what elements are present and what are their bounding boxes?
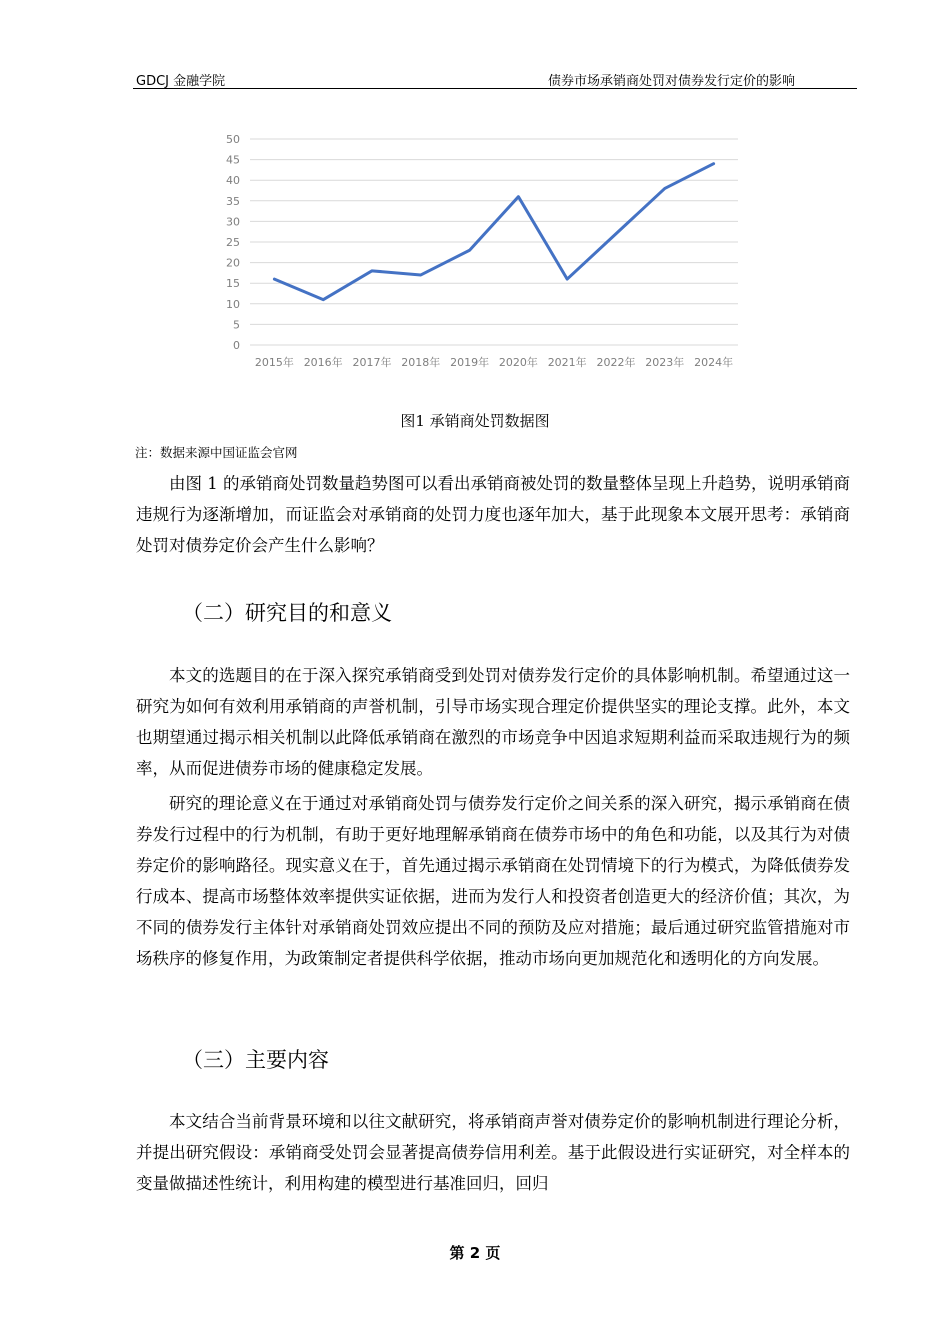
y-tick-label: 30 xyxy=(226,215,240,229)
y-tick-label: 0 xyxy=(233,339,240,352)
penalty-line-chart xyxy=(218,128,748,378)
x-tick-label: 2024年 xyxy=(694,356,734,369)
x-tick-label: 2019年 xyxy=(450,356,490,369)
data-point xyxy=(712,163,714,165)
figure-note: 注：数据来源中国证监会官网 xyxy=(135,445,298,460)
y-tick-label: 10 xyxy=(226,297,240,311)
data-point xyxy=(468,249,470,251)
x-tick-label: 2016年 xyxy=(303,356,343,369)
paragraph-4: 本文结合当前背景环境和以往文献研究，将承销商声誉对债券定价的影响机制进行理论分析，并提出研究假设：承销商受处罚会显著提高债券信用利差。基于此假设进行实证研究，对全样本的变量做描述性统计，利用构建的模型进行基准回归，回归 xyxy=(136,1112,850,1193)
page-number: 第 2 页 xyxy=(449,1244,501,1262)
data-point xyxy=(615,233,617,235)
data-point xyxy=(371,270,373,272)
data-point xyxy=(273,278,275,280)
x-tick-label: 2015年 xyxy=(254,356,294,369)
data-point xyxy=(420,274,422,276)
y-tick-label: 35 xyxy=(226,194,240,208)
x-tick-label: 2023年 xyxy=(645,356,685,369)
paragraph-3: 研究的理论意义在于通过对承销商处罚与债券发行定价之间关系的深入研究，揭示承销商在债券发行过程中的行为机制，有助于更好地理解承销商在债券市场中的角色和功能，以及其行为对债券定价的影响路径。现实意义在于，首先通过揭示承销商在处罚情境下的行为模式，为降低债券发行成本、提高市场整体效率提供实证依据，进而为发行人和投资者创造更大的经济价值；其次，为不同的债券发行主体针对承销商处罚效应提出不同的预防及应对措施；最后通过研究监管措施对市场秩序的修复作用，为政策制定者提供科学依据，推动市场向更加规范化和透明化的方向发展。 xyxy=(136,794,850,968)
section-heading-3: （三）主要内容 xyxy=(182,1048,329,1072)
x-tick-label: 2018年 xyxy=(401,356,441,369)
data-point xyxy=(322,298,324,300)
series-line xyxy=(274,164,713,300)
header-left: GDCJ 金融学院 xyxy=(136,74,226,89)
data-point xyxy=(566,278,568,280)
x-tick-label: 2020年 xyxy=(498,356,538,369)
y-tick-label: 40 xyxy=(226,174,240,188)
data-point xyxy=(517,195,519,197)
y-tick-label: 25 xyxy=(226,236,240,249)
x-tick-label: 2022年 xyxy=(596,356,636,369)
paragraph-2: 本文的选题目的在于深入探究承销商受到处罚对债券发行定价的具体影响机制。希望通过这一研究为如何有效利用承销商的声誉机制，引导市场实现合理定价提供坚实的理论支撑。此外，本文也期望通过揭示相关机制以此降低承销商在激烈的市场竞争中因追求短期利益而采取违规行为的频率，从而促进债券市场的健康稳定发展。 xyxy=(136,666,850,778)
section-heading-2: （二）研究目的和意义 xyxy=(182,601,392,625)
data-point xyxy=(664,187,666,189)
header-right: 债券市场承销商处罚对债券发行定价的影响 xyxy=(547,74,795,89)
y-tick-label: 15 xyxy=(226,277,240,291)
paragraph-1: 由图 1 的承销商处罚数量趋势图可以看出承销商被处罚的数量整体呈现上升趋势，说明承销商违规行为逐渐增加，而证监会对承销商的处罚力度也逐年加大，基于此现象本文展开思考：承销商处罚对债券定价会产生什么影响？ xyxy=(136,474,850,555)
figure-caption: 图1 承销商处罚数据图 xyxy=(400,412,550,430)
y-tick-label: 50 xyxy=(226,133,240,146)
y-tick-label: 5 xyxy=(233,318,240,332)
x-tick-label: 2021年 xyxy=(547,356,587,369)
y-tick-label: 20 xyxy=(226,256,240,270)
x-tick-label: 2017年 xyxy=(352,356,392,369)
y-tick-label: 45 xyxy=(226,153,240,167)
page-header xyxy=(133,68,857,89)
